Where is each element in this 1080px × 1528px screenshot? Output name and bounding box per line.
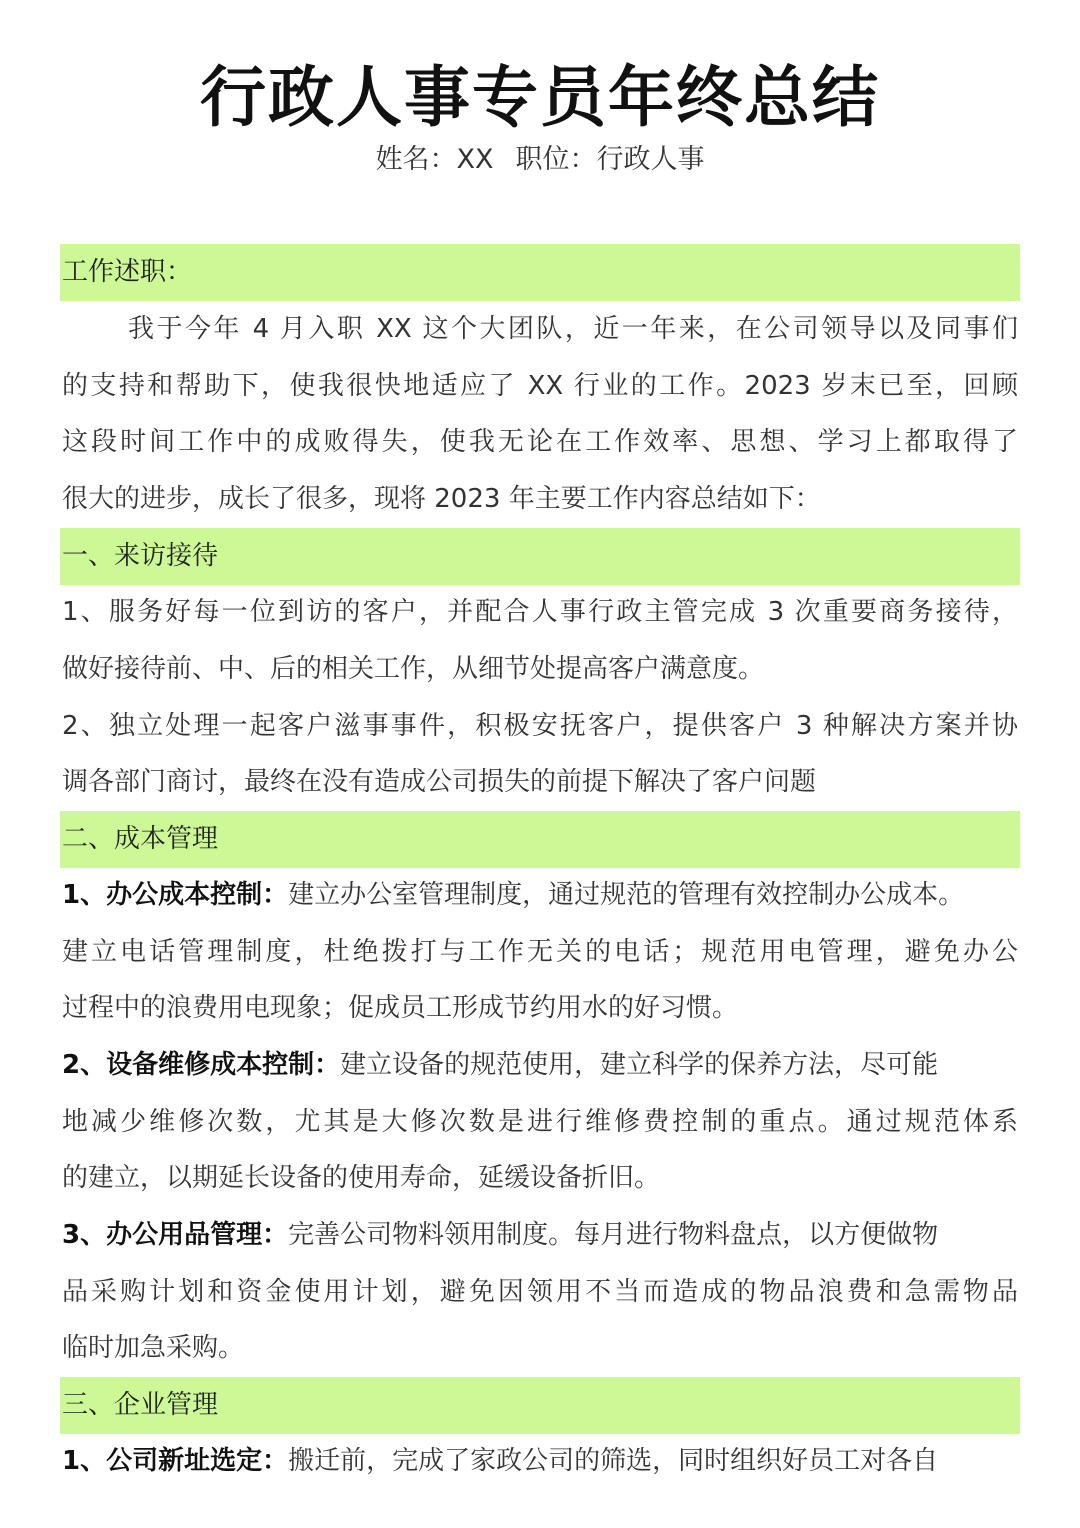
intro-heading: 工作述职：	[62, 257, 193, 287]
section-line: 临时加急采购。	[62, 1333, 245, 1363]
author-info	[0, 140, 1080, 180]
section-line: 做好接待前、中、后的相关工作，从细节处提高客户满意度。	[62, 654, 765, 684]
intro-line: 我于今年 4 月入职 XX 这个大团队，近一年来，在公司领导以及同事们	[128, 314, 1018, 344]
intro-line: 这段时间工作中的成败得失，使我无论在工作效率、思想、学习上都取得了	[62, 427, 1018, 457]
section-line: 品采购计划和资金使用计划，避免因领用不当而造成的物品浪费和急需物品	[62, 1277, 1018, 1307]
item-text: 搬迁前，完成了家政公司的筛选，同时组织好员工对各自	[288, 1446, 939, 1476]
section-heading-reception: 一、来访接待	[62, 541, 219, 571]
management-item-relocation	[62, 1433, 1022, 1490]
item-text: 完善公司物料领用制度。每月进行物料盘点，以方便做物	[288, 1220, 939, 1250]
cost-item-supplies	[62, 1207, 1022, 1264]
intro-line: 很大的进步，成长了很多，现将 2023 年主要工作内容总结如下：	[62, 484, 821, 514]
section-line: 调各部门商讨，最终在没有造成公司损失的前提下解决了客户问题	[62, 767, 817, 797]
item-text: 建立设备的规范使用，建立科学的保养方法，尽可能	[340, 1050, 939, 1080]
item-label: 2、设备维修成本控制：	[62, 1050, 341, 1080]
section-line: 过程中的浪费用电现象；促成员工形成节约用水的好习惯。	[62, 993, 739, 1023]
name-field: 姓名：XX	[375, 144, 494, 175]
cost-item-equipment	[62, 1037, 1022, 1094]
section-line: 2、独立处理一起客户滋事事件，积极安抚客户，提供客户 3 种解决方案并协	[62, 711, 1018, 741]
section-line: 建立电话管理制度，杜绝拨打与工作无关的电话；规范用电管理，避免办公	[62, 937, 1018, 967]
document-title: 行政人事专员年终总结	[200, 58, 880, 136]
item-label: 1、办公成本控制：	[62, 880, 289, 910]
item-label: 3、办公用品管理：	[62, 1220, 289, 1250]
section-heading-cost: 二、成本管理	[62, 824, 219, 854]
section-line: 地减少维修次数，尤其是大修次数是进行维修费控制的重点。通过规范体系	[62, 1107, 1018, 1137]
item-label: 1、公司新址选定：	[62, 1446, 289, 1476]
cost-item-office	[62, 867, 1022, 924]
section-heading-management: 三、企业管理	[62, 1390, 219, 1420]
item-text: 建立办公室管理制度，通过规范的管理有效控制办公成本。	[288, 880, 965, 910]
section-line: 1、服务好每一位到访的客户，并配合人事行政主管完成 3 次重要商务接待，	[62, 597, 1018, 627]
section-line: 的建立，以期延长设备的使用寿命，延缓设备折旧。	[62, 1163, 661, 1193]
position-field: 职位：行政人事	[515, 144, 705, 175]
intro-line: 的支持和帮助下，使我很快地适应了 XX 行业的工作。2023 岁末已至，回顾	[62, 371, 1018, 401]
